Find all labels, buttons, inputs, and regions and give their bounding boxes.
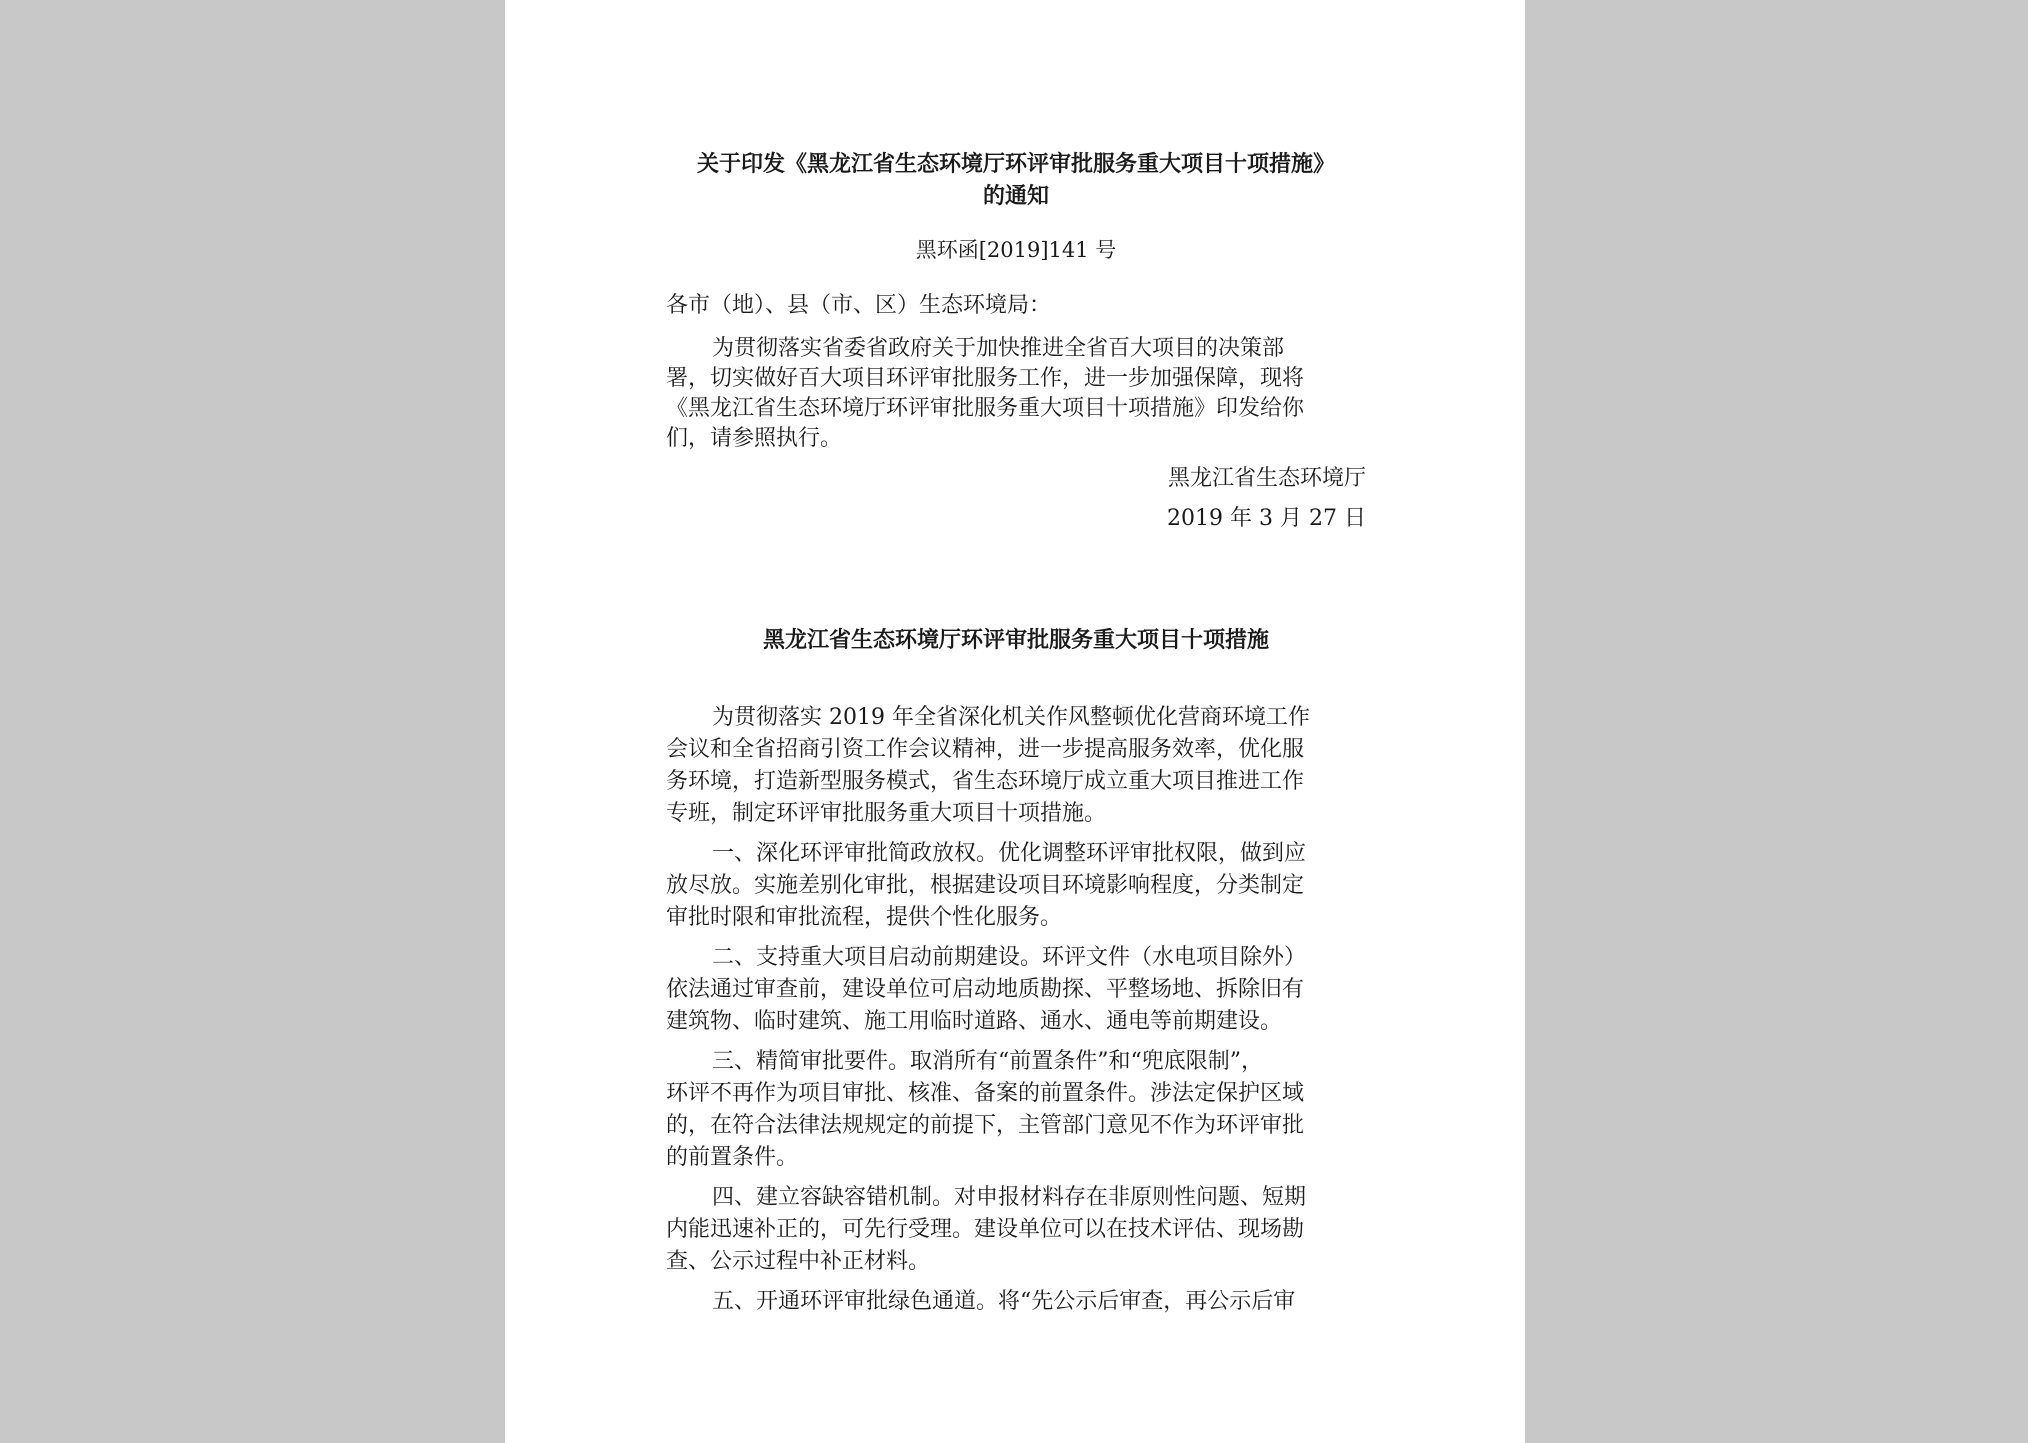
measures-intro-line: 务环境，打造新型服务模式，省生态环境厅成立重大项目推进工作 bbox=[666, 769, 1305, 794]
measures-intro-line: 为贯彻落实 2019 年全省深化机关作风整顿优化营商环境工作 bbox=[712, 705, 1310, 730]
signature: 黑龙江省生态环境厅 bbox=[1167, 466, 1366, 491]
measure-item-2-line: 二、支持重大项目启动前期建设。环评文件（水电项目除外） bbox=[712, 945, 1307, 970]
measure-item-2-line: 建筑物、临时建筑、施工用临时道路、通水、通电等前期建设。 bbox=[666, 1009, 1283, 1034]
notice-date: 2019 年 3 月 27 日 bbox=[1167, 506, 1366, 531]
measures-intro-line: 会议和全省招商引资工作会议精神，进一步提高服务效率，优化服 bbox=[666, 737, 1305, 762]
measure-item-3-line: 的前置条件。 bbox=[666, 1145, 799, 1170]
document-number: 黑环函[2019]141 号 bbox=[915, 238, 1117, 262]
notice-body-line: 《黑龙江省生态环境厅环评审批服务重大项目十项措施》印发给你 bbox=[666, 396, 1305, 421]
measure-item-1-line: 一、深化环评审批简政放权。优化调整环评审批权限，做到应 bbox=[712, 841, 1307, 866]
measure-item-4-line: 查、公示过程中补正材料。 bbox=[666, 1249, 931, 1274]
measure-item-4-line: 内能迅速补正的，可先行受理。建设单位可以在技术评估、现场勘 bbox=[666, 1217, 1305, 1242]
notice-title-line1: 关于印发《黑龙江省生态环境厅环评审批服务重大项目十项措施》 bbox=[696, 151, 1335, 177]
measure-item-3-line: 环评不再作为项目审批、核准、备案的前置条件。涉法定保护区域 bbox=[666, 1081, 1305, 1106]
measure-item-4-line: 四、建立容缺容错机制。对申报材料存在非原则性问题、短期 bbox=[712, 1185, 1307, 1210]
notice-body-line: 为贯彻落实省委省政府关于加快推进全省百大项目的决策部 bbox=[712, 336, 1285, 361]
measure-item-2-line: 依法通过审查前，建设单位可启动地质勘探、平整场地、拆除旧有 bbox=[666, 977, 1305, 1002]
measures-title: 黑龙江省生态环境厅环评审批服务重大项目十项措施 bbox=[762, 627, 1269, 653]
notice-title-line2: 的通知 bbox=[982, 183, 1049, 209]
measures-intro-line: 专班，制定环评审批服务重大项目十项措施。 bbox=[666, 801, 1107, 826]
measure-item-3-line: 的，在符合法律法规规定的前提下，主管部门意见不作为环评审批 bbox=[666, 1113, 1305, 1138]
measure-item-3-line: 三、精简审批要件。取消所有“前置条件”和“兜底限制”， bbox=[712, 1049, 1263, 1074]
measure-item-1-line: 放尽放。实施差别化审批，根据建设项目环境影响程度，分类制定 bbox=[666, 873, 1305, 898]
measure-item-5-line: 五、开通环评审批绿色通道。将“先公示后审查，再公示后审 bbox=[712, 1289, 1296, 1314]
document-page bbox=[505, 0, 1525, 1443]
measure-item-1-line: 审批时限和审批流程，提供个性化服务。 bbox=[666, 905, 1063, 930]
addressee: 各市（地）、县（市、区）生态环境局： bbox=[666, 293, 1052, 318]
notice-body-line: 们，请参照执行。 bbox=[666, 426, 843, 451]
notice-body-line: 署，切实做好百大项目环评审批服务工作，进一步加强保障，现将 bbox=[666, 366, 1305, 391]
